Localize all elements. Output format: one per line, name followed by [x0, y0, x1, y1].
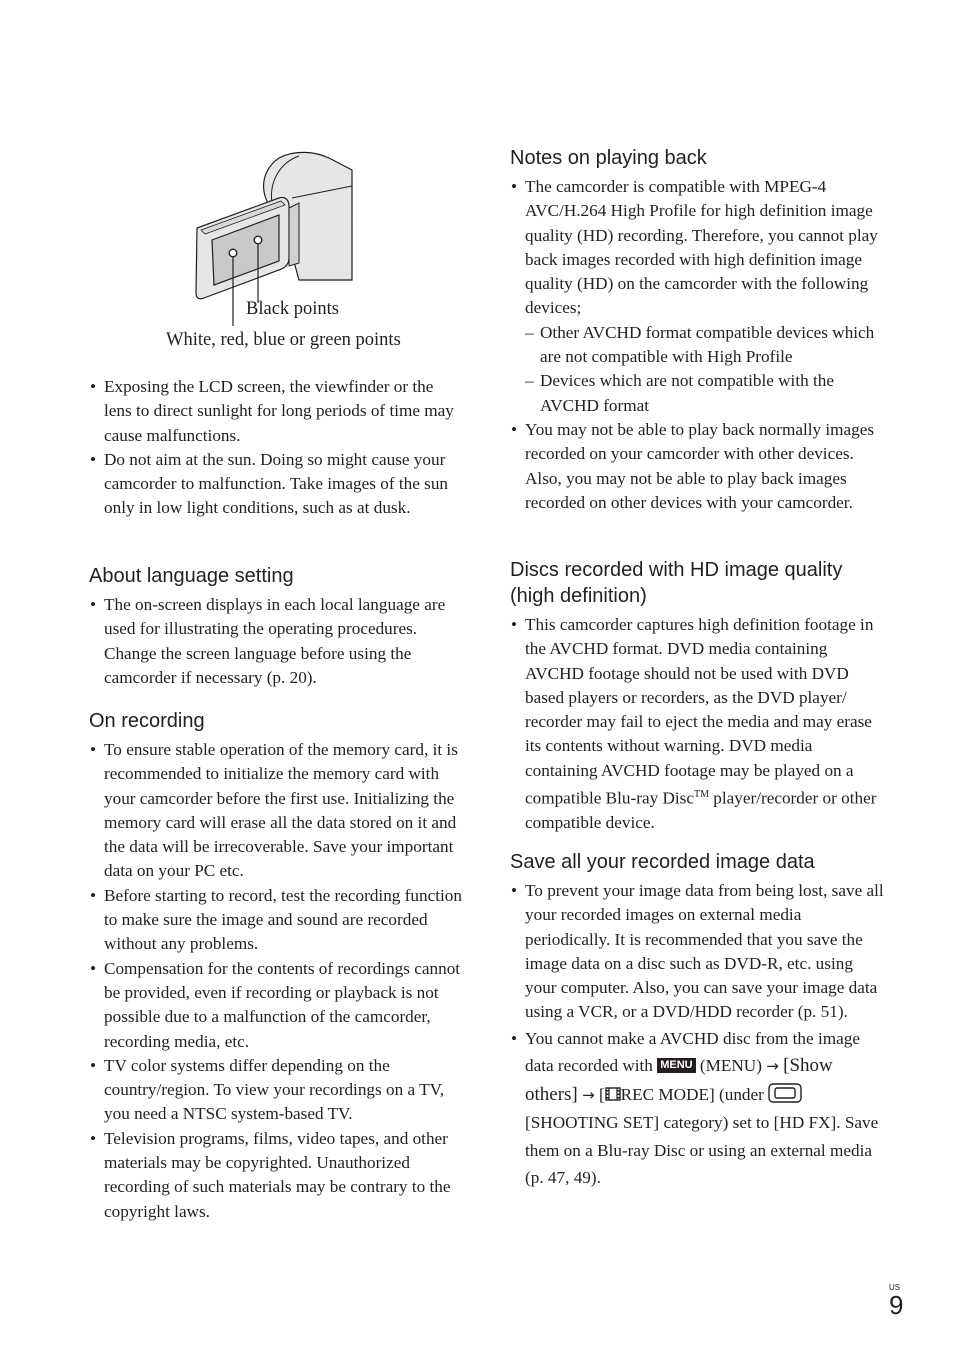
list-item	[510, 1025, 885, 1192]
save-text-5: [SHOOTING SET] category) set to [HD FX]. Save them on a Blu-ray Disc or using an external media (p. 47, 49).	[525, 1113, 879, 1188]
list-item: • TV color systems differ depending on the country/region. To view your recordings on a TV, you need a NTSC system-based TV.	[89, 1054, 464, 1127]
save-bullet-list	[510, 879, 885, 1192]
save-heading: Save all your recorded image data	[510, 851, 815, 873]
discs-heading	[510, 557, 842, 609]
lcd-figure	[89, 148, 464, 358]
list-item: • Television programs, films, video tapes, and other materials may be copyrighted. Unauthorized recording of such materials may be contrary to the copyright laws.	[89, 1127, 464, 1224]
playback-bullet-list	[510, 175, 885, 515]
recording-bullet-list	[89, 738, 464, 1224]
page-number	[889, 1283, 903, 1318]
camera-shooting-icon	[768, 1082, 802, 1104]
save-text-3: [	[594, 1084, 605, 1104]
discs-heading-line1: Discs recorded with HD image quality	[510, 559, 843, 581]
dash-item: – Other AVCHD format compatible devices which are not compatible with High Profile	[525, 321, 885, 370]
list-item: • Compensation for the contents of recordings cannot be provided, even if recording or playback is not possible due to a malfunction of the camcorder, recording media, etc.	[89, 957, 464, 1054]
list-item	[510, 175, 885, 418]
discs-bullet-list	[510, 613, 885, 835]
list-item: • Before starting to record, test the recording function to make sure the image and sound are recorded without any problems.	[89, 884, 464, 957]
color-points-label: White, red, blue or green points	[166, 330, 401, 350]
dash-item: – Devices which are not compatible with the AVCHD format	[525, 369, 885, 418]
page-number-value: 9	[889, 1290, 904, 1320]
film-icon	[605, 1087, 621, 1101]
playback-bullet-text: The camcorder is compatible with MPEG-4 AVC/H.264 High Profile for high definition image quality (HD) recording. Therefore, you cannot play back images recorded with high definition image quality (HD) on the camcorder with the following devices;	[525, 177, 878, 318]
show-others-text: [Show others]	[525, 1055, 833, 1105]
list-item: • To ensure stable operation of the memory card, it is recommended to initialize the memory card with your camcorder before the first use. Initializing the memory card will erase all the data stored on it and the data will be irrecoverable. Save your important data on your PC etc.	[89, 738, 464, 884]
discs-heading-line2: (high definition)	[510, 585, 647, 607]
save-text-4: REC MODE] (under	[620, 1084, 769, 1104]
recording-heading: On recording	[89, 710, 205, 732]
list-item: • Exposing the LCD screen, the viewfinder or the lens to direct sunlight for long periods of time may cause malfunctions.	[89, 375, 464, 448]
intro-bullet-list	[89, 375, 464, 521]
playback-heading: Notes on playing back	[510, 147, 707, 169]
list-item	[510, 613, 885, 835]
save-text-1: You cannot make a AVCHD disc from the image data recorded with	[525, 1028, 860, 1076]
region-code: US	[889, 1283, 901, 1292]
save-text-2: (MENU)	[695, 1056, 767, 1076]
arrow-right-icon: →	[582, 1085, 595, 1104]
menu-icon: MENU	[657, 1058, 695, 1073]
language-heading: About language setting	[89, 565, 294, 587]
camcorder-lcd-illustration	[89, 148, 464, 358]
list-item: • The on-screen displays in each local language are used for illustrating the operating procedures. Change the screen language before using the camcorder if necessary (p. 20).	[89, 593, 464, 690]
language-bullet-list	[89, 593, 464, 690]
discs-text-1: This camcorder captures high definition footage in the AVCHD format. DVD media containing AVCHD footage should not be used with DVD based players or recorders, as the DVD player/ recorder may fail to eject the media and may erase its contents without warning. DVD media containing AVCHD footage may be played on a compatible Blu-ray Disc	[525, 615, 874, 808]
black-points-label: Black points	[246, 299, 340, 319]
list-item: • You may not be able to play back normally images recorded on your camcorder with other devices. Also, you may not be able to play back images recorded on other devices with your camcorder.	[510, 418, 885, 515]
trademark-mark: TM	[693, 789, 709, 801]
list-item: • Do not aim at the sun. Doing so might cause your camcorder to malfunction. Take images of the sun only in low light conditions, such as at dusk.	[89, 448, 464, 521]
playback-dash-list	[525, 321, 885, 418]
list-item: • To prevent your image data from being lost, save all your recorded images on external media periodically. It is recommended that you save the image data on a disc such as DVD-R, etc. using your computer. Also, you can save your image data using a VCR, or a DVD/HDD recorder (p. 51).	[510, 879, 885, 1025]
discs-text-2: player/recorder or other compatible device.	[525, 788, 877, 833]
arrow-right-icon: →	[766, 1057, 779, 1076]
